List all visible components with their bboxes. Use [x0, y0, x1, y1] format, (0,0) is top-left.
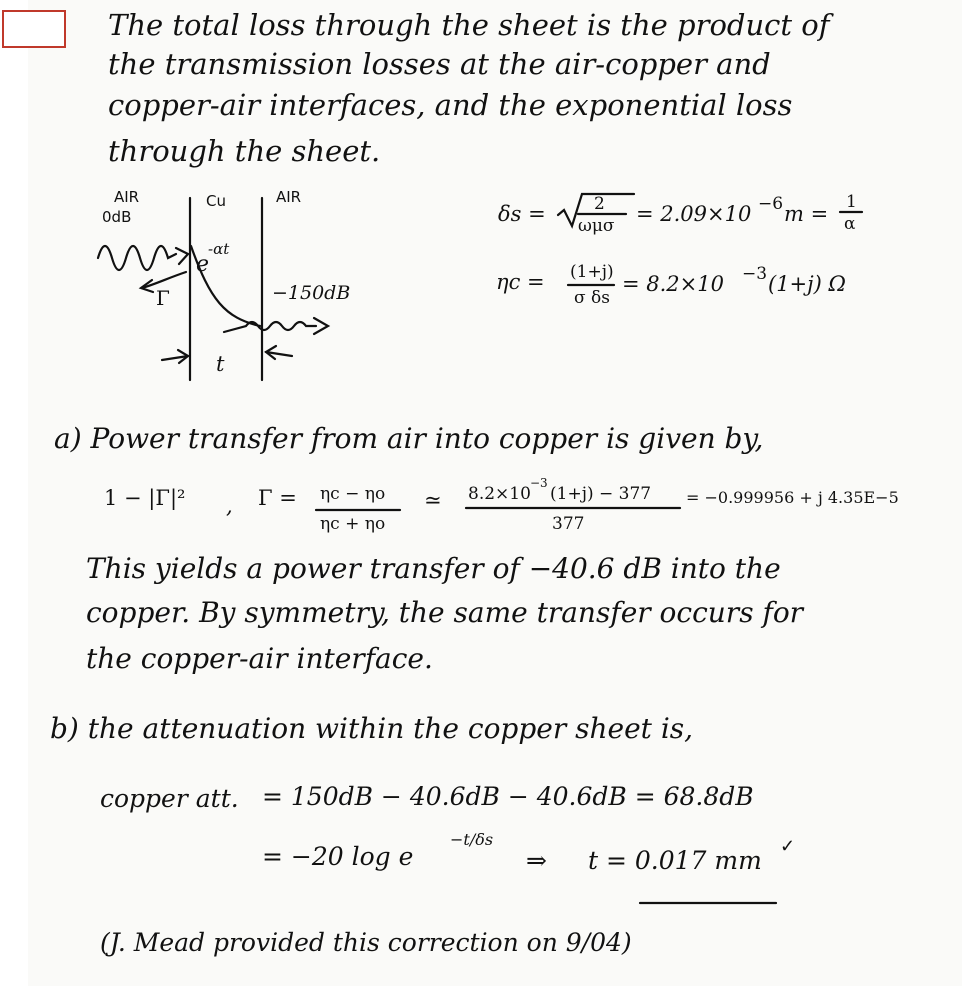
transmitted-wave: [224, 322, 316, 332]
label-exp-sup: -αt: [208, 240, 230, 258]
skin-num: 2: [594, 194, 605, 214]
skin-rhs-tail: m =: [784, 202, 829, 226]
eta-num: (1+j): [570, 262, 614, 282]
copper-att-label: copper att.: [100, 784, 239, 813]
label-air-left: AIR: [114, 188, 140, 206]
eta-rhs-tail: (1+j) Ω: [768, 272, 846, 296]
label-air-right: AIR: [276, 188, 302, 206]
gamma-eq: Γ =: [258, 486, 297, 510]
eta-rhs-exp: −3: [742, 264, 768, 284]
intro-line-3: copper-air interfaces, and the exponential loss: [108, 88, 793, 122]
thickness-answer: t = 0.017 mm: [588, 846, 762, 875]
label-t: t: [216, 352, 225, 376]
comma: ,: [226, 494, 233, 518]
implies-arrow: ⇒: [526, 846, 547, 875]
log-exponent: −t/δs: [450, 830, 494, 849]
intro-line-1: The total loss through the sheet is the product of: [108, 8, 830, 42]
skin-lhs: δs =: [498, 202, 546, 226]
one-minus-gamma: 1 − |Γ|²: [104, 486, 186, 510]
gamma-result: = −0.999956 + j 4.35E−5: [686, 488, 899, 507]
label-exp: e: [196, 252, 210, 277]
intro-line-2: the transmission losses at the air-copper and: [108, 47, 771, 81]
log-expression: = −20 log e: [262, 842, 414, 871]
value-den: 377: [552, 514, 585, 534]
one-over-alpha-num: 1: [846, 192, 857, 212]
label-zero-db: 0dB: [102, 208, 132, 226]
copper-att-expression: = 150dB − 40.6dB − 40.6dB = 68.8dB: [262, 782, 754, 811]
label-gamma: Γ: [156, 286, 170, 310]
part-b-title: b) the attenuation within the copper sheet is,: [50, 712, 694, 745]
gamma-frac-den: ηc + ηo: [320, 514, 386, 534]
eta-den: σ δs: [574, 288, 610, 308]
one-over-alpha-den: α: [844, 214, 856, 234]
value-num-exp: −3: [530, 476, 548, 490]
value-num-tail: (1+j) − 377: [550, 484, 652, 504]
label-cu: Cu: [206, 192, 226, 210]
check-mark: ✓: [780, 836, 796, 857]
approx-sign: ≃: [424, 488, 442, 512]
correction-note: (J. Mead provided this correction on 9/04): [100, 928, 632, 957]
part-a-line-3: the copper-air interface.: [86, 642, 433, 675]
eta-rhs: = 8.2×10: [622, 272, 724, 296]
incident-wave: [98, 246, 176, 270]
part-a-title: a) Power transfer from air into copper is given by,: [54, 422, 764, 455]
part-a-line-2: copper. By symmetry, the same transfer occurs for: [86, 596, 804, 629]
skin-rhs-exp: −6: [758, 194, 784, 214]
label-minus150: −150dB: [272, 282, 351, 304]
gamma-frac-num: ηc − ηo: [320, 484, 386, 504]
incident-arrowhead: [176, 248, 188, 264]
intro-line-4: through the sheet.: [108, 134, 381, 168]
value-num: 8.2×10: [468, 484, 531, 504]
skin-den: ωμσ: [578, 216, 615, 236]
skin-rhs: = 2.09×10: [636, 202, 752, 226]
part-a-line-1: This yields a power transfer of −40.6 dB into the: [86, 552, 781, 585]
eta-lhs: ηc =: [496, 270, 545, 294]
